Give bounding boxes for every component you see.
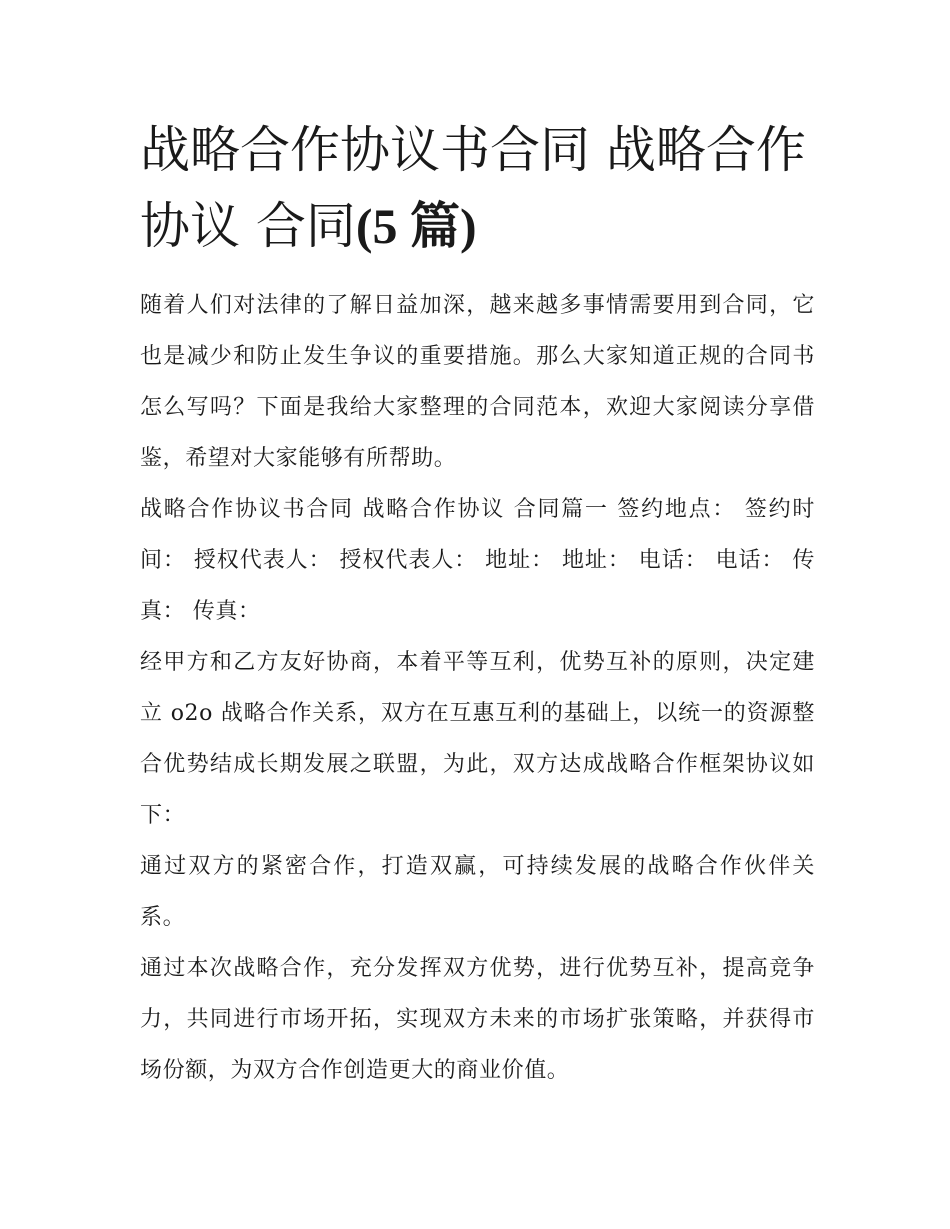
- cooperation-goal-paragraph: 通过双方的紧密合作，打造双赢，可持续发展的战略合作伙伴关系。: [140, 854, 815, 930]
- title-suffix: (5 篇): [355, 198, 477, 254]
- document-title: [140, 112, 815, 264]
- document-body: [140, 112, 815, 1096]
- agreement-preamble-paragraph: 经甲方和乙方友好协商，本着平等互利，优势互补的原则，决定建立 o2o 战略合作关系，双方在互惠互利的基础上，以统一的资源整合优势结成长期发展之联盟，为此，双方达成战略合作框架协议如下：: [140, 650, 815, 828]
- intro-paragraph: 随着人们对法律的了解日益加深，越来越多事情需要用到合同，它也是减少和防止发生争议的重要措施。那么大家知道正规的合同书怎么写吗？下面是我给大家整理的合同范本，欢迎大家阅读分享借鉴，希望对大家能够有所帮助。: [140, 293, 815, 471]
- contract-header-paragraph: 战略合作协议书合同 战略合作协议 合同篇一 签约地点： 签约时间： 授权代表人： 授权代表人： 地址： 地址： 电话： 电话： 传真： 传真：: [140, 497, 815, 624]
- cooperation-benefit-paragraph: 通过本次战略合作，充分发挥双方优势，进行优势互补，提高竞争力，共同进行市场开拓，实现双方未来的市场扩张策略，并获得市场份额，为双方合作创造更大的商业价值。: [140, 956, 815, 1083]
- title-main: 战略合作协议书合同 战略合作协议 合同: [140, 121, 806, 255]
